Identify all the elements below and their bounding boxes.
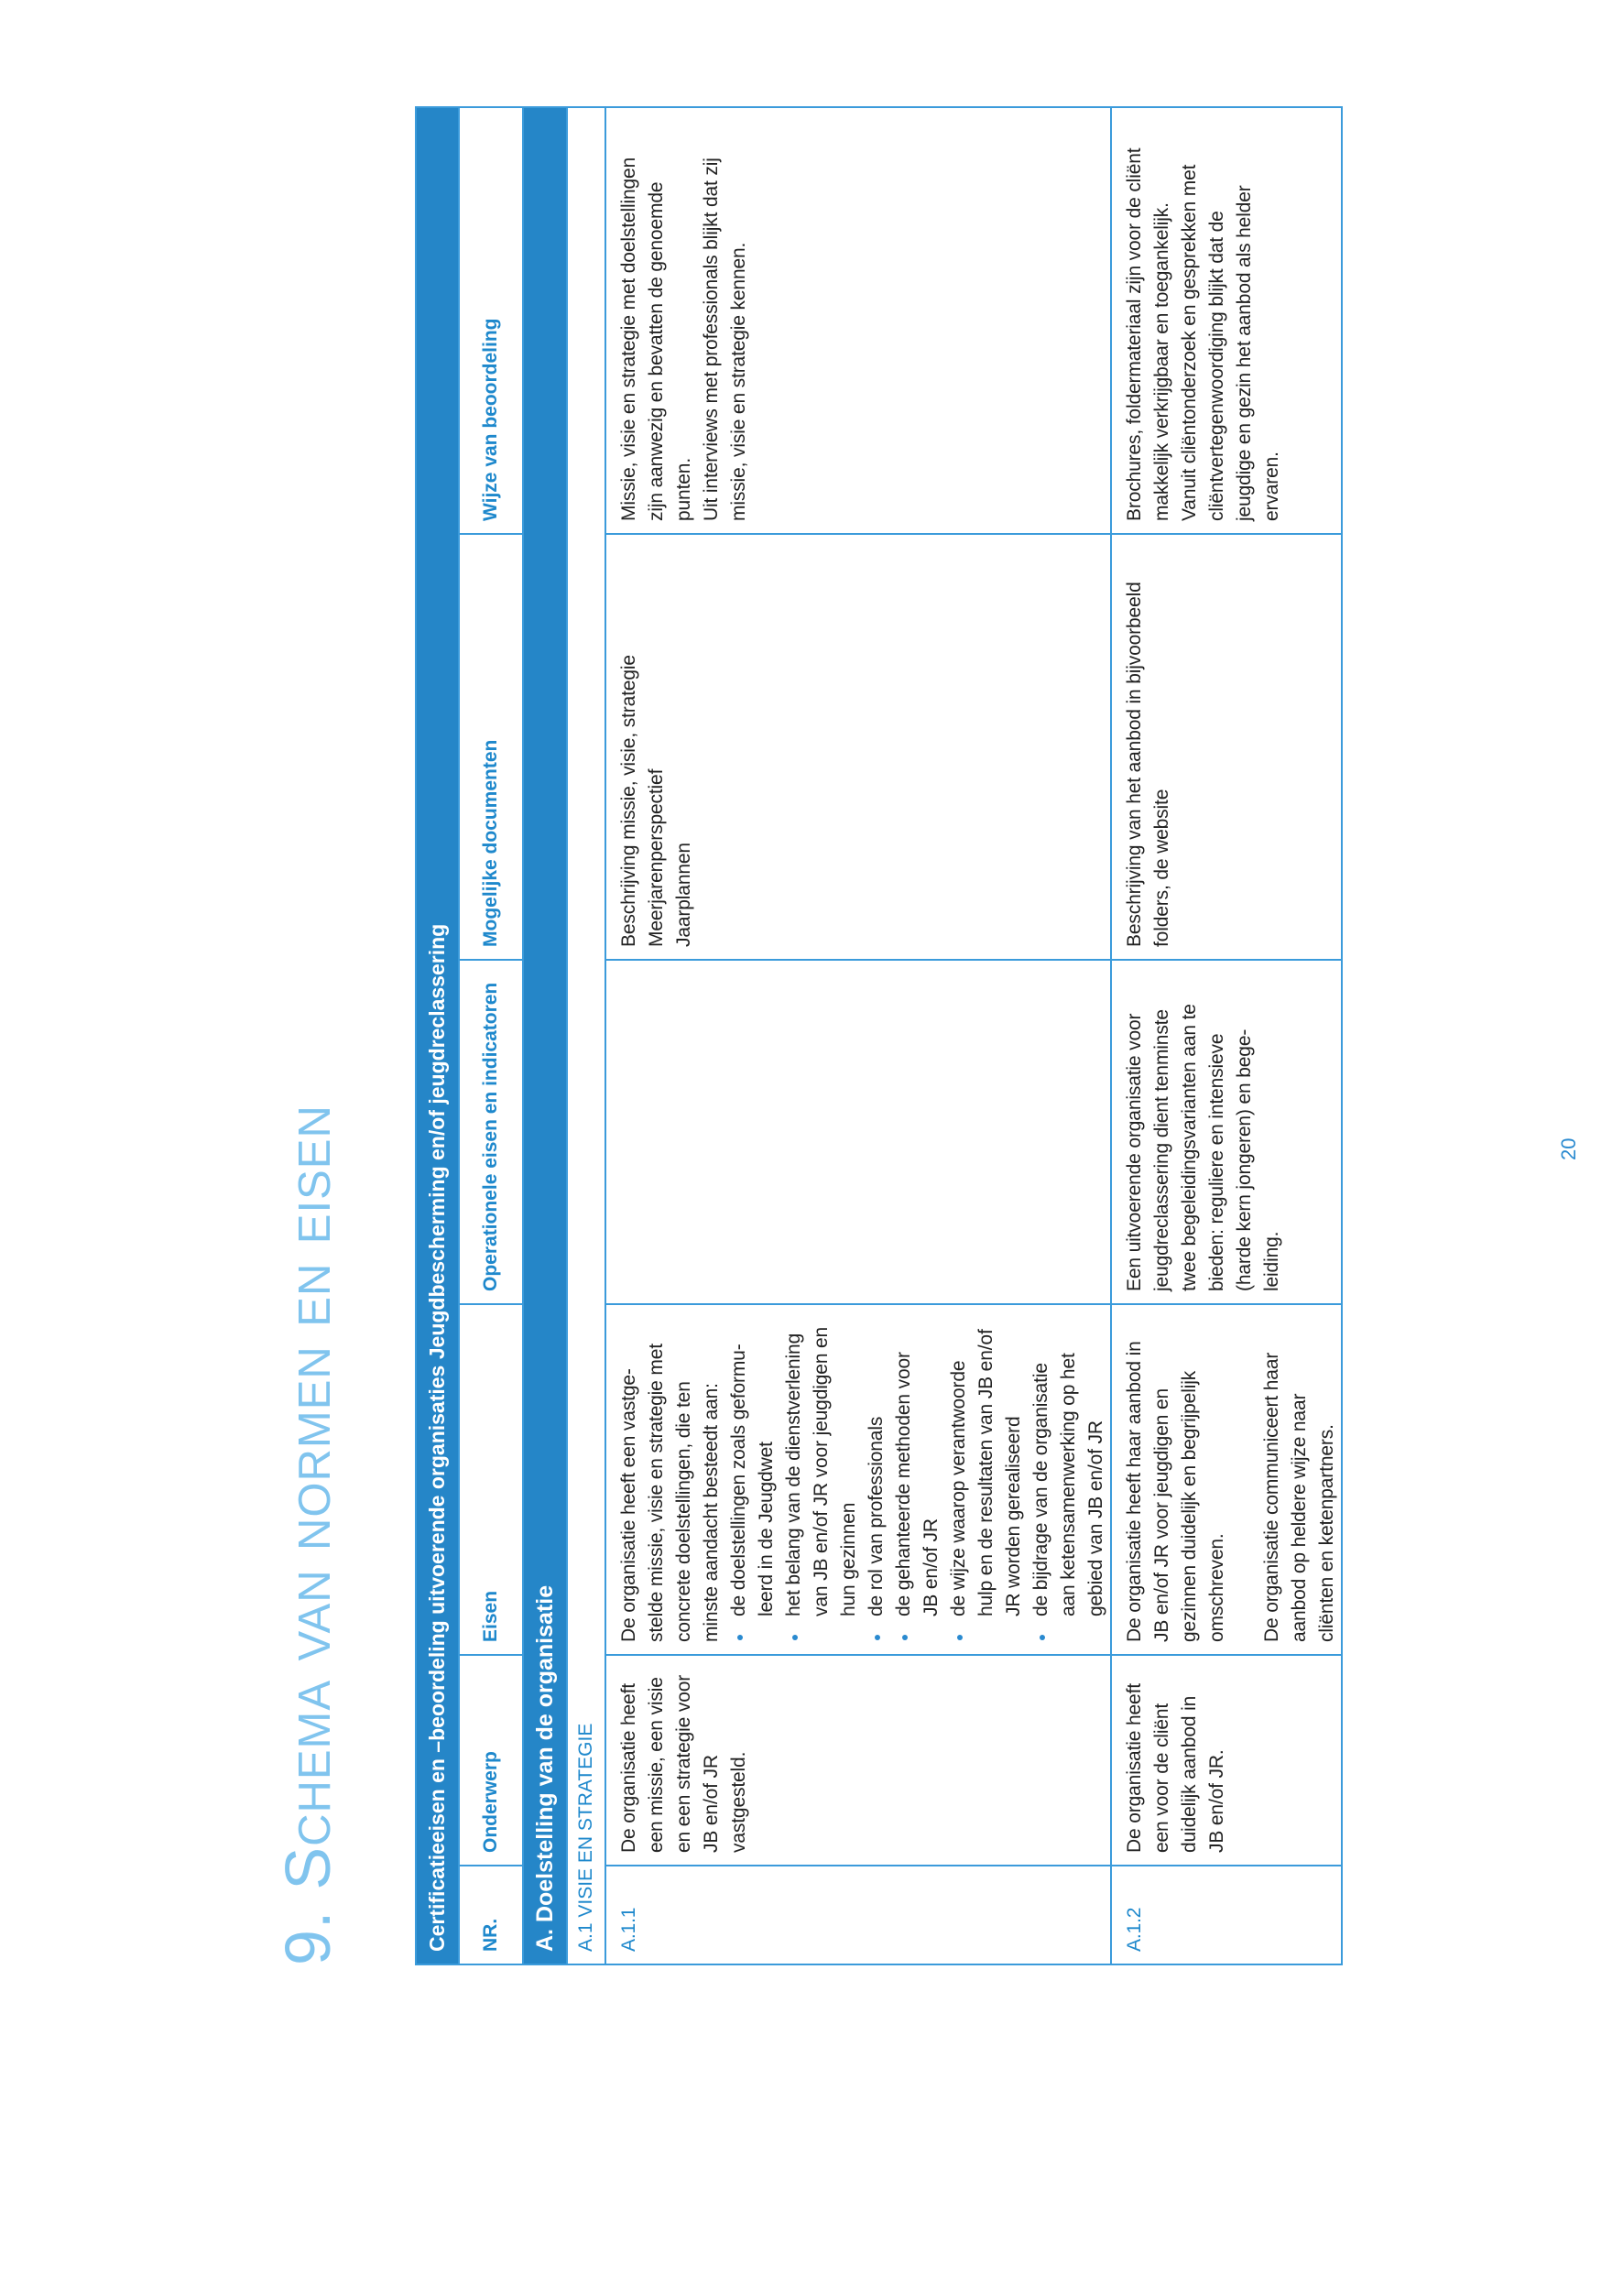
- bullet-icon: [902, 1635, 908, 1640]
- text-line: de wijze waarop verantwoorde: [948, 1360, 969, 1616]
- bullet-item: [863, 1311, 890, 1642]
- table-caption-row: [416, 107, 459, 1964]
- paragraph-gap: [1231, 1311, 1258, 1642]
- bullet-icon: [1040, 1635, 1045, 1640]
- text-line: de bijdrage van de organisatie: [1030, 1363, 1051, 1616]
- text-line: De organisatie communiceert haar: [1261, 1352, 1282, 1642]
- text-line: JB en/of JR voor jeugdigen en: [1151, 1388, 1172, 1642]
- text-line: bieden: reguliere en intensieve: [1206, 1033, 1227, 1291]
- paragraph: [615, 1311, 725, 1642]
- header-wijze-van-beoordeling: Wijze van beoordeling: [459, 107, 523, 534]
- text-line: concrete doelstellingen, die ten: [673, 1381, 694, 1642]
- text-line: duidelijk aanbod in: [1179, 1695, 1200, 1853]
- text-line: De organisatie heeft: [1124, 1683, 1145, 1853]
- text-line: zijn aanwezig en bevatten de genoemde: [646, 181, 667, 521]
- text-line: JR worden gerealiseerd: [1003, 1416, 1024, 1616]
- page-title: [272, 1104, 343, 1965]
- text-line: twee begeleidingsvarianten aan te: [1179, 1004, 1200, 1291]
- text-line: Jaarplannen: [673, 843, 694, 947]
- header-operationele-eisen: Operationele eisen en indicatoren: [459, 960, 523, 1304]
- text-line: aan ketensamenwerking op het: [1058, 1353, 1079, 1616]
- text-line: De organisatie heeft: [618, 1683, 639, 1853]
- paragraph: [1258, 1311, 1341, 1642]
- text-line: Missie, visie en strategie met doelstellingen: [618, 157, 639, 521]
- text-line: Beschrijving van het aanbod in bijvoorbeeld: [1124, 582, 1145, 947]
- text-line: missie, visie en strategie kennen.: [728, 242, 749, 521]
- text-line: (harde kern jongeren) en bege-: [1234, 1028, 1255, 1291]
- text-line: cliënten en ketenpartners.: [1316, 1424, 1337, 1642]
- section-row: [523, 107, 567, 1964]
- text-line: JB en/of JR.: [1206, 1749, 1227, 1853]
- documenten-cell: [1111, 534, 1342, 960]
- text-line: hun gezinnen: [838, 1502, 859, 1616]
- text-line: omschreven.: [1206, 1533, 1227, 1642]
- text-line: Vanuit cliëntonderzoek en gesprekken met: [1179, 164, 1200, 521]
- subsection-heading: A.1 VISIE EN STRATEGIE: [567, 107, 605, 1964]
- text-line: jeugdreclassering dient tenminste: [1151, 1009, 1172, 1291]
- text-line: aanbod op heldere wijze naar: [1289, 1393, 1310, 1642]
- text-line: Meerjarenperspectief: [646, 768, 667, 947]
- text-line: jeugdige en gezin het aanbod als helder: [1234, 185, 1255, 521]
- bullet-icon: [792, 1635, 798, 1640]
- row-number: A.1.2: [1111, 1866, 1342, 1964]
- text-line: Beschrijving missie, visie, strategie: [618, 655, 639, 947]
- beoordeling-cell: [605, 107, 1111, 534]
- text-line: makkelijk verkrijgbaar en toegankelijk.: [1151, 202, 1172, 521]
- bullet-item: [945, 1311, 1028, 1642]
- operationeel-cell: [605, 960, 1111, 1304]
- eisen-cell: [605, 1304, 1111, 1655]
- text-line: punten.: [673, 457, 694, 521]
- paragraph: [1121, 1311, 1231, 1642]
- header-eisen: Eisen: [459, 1304, 523, 1655]
- documenten-cell: [605, 534, 1111, 960]
- text-line: folders, de website: [1151, 789, 1172, 947]
- bullet-item: [890, 1311, 945, 1642]
- text-line: de doelstellingen zoals geformu-: [728, 1344, 749, 1616]
- text-line: de rol van professionals: [866, 1416, 887, 1616]
- header-onderwerp: Onderwerp: [459, 1655, 523, 1866]
- header-mogelijke-documenten: Mogelijke documenten: [459, 534, 523, 960]
- text-line: Uit interviews met professionals blijkt dat zij: [701, 158, 722, 521]
- bullet-icon: [957, 1635, 963, 1640]
- text-line: Een uitvoerende organisatie voor: [1124, 1013, 1145, 1291]
- text-line: gezinnen duidelijk en begrijpelijk: [1179, 1370, 1200, 1642]
- text-line: een missie, een visie: [646, 1677, 667, 1853]
- text-line: van JB en/of JR voor jeugdigen en: [811, 1326, 832, 1616]
- bullet-item: [780, 1311, 863, 1642]
- text-line: het belang van de dienstverlening: [783, 1333, 804, 1616]
- text-line: hulp en de resultaten van JB en/of: [975, 1329, 997, 1616]
- section-heading: A. Doelstelling van de organisatie: [523, 107, 567, 1964]
- text-line: De organisatie heeft een vastge-: [618, 1368, 639, 1642]
- norms-table: [415, 106, 1343, 1965]
- bullet-item: [725, 1311, 780, 1642]
- subsection-row: [567, 107, 605, 1964]
- text-line: Brochures, foldermateriaal zijn voor de cliënt: [1124, 147, 1145, 521]
- text-line: stelde missie, visie en strategie met: [646, 1344, 667, 1642]
- eisen-cell: [1111, 1304, 1342, 1655]
- operationeel-cell: [1111, 960, 1342, 1304]
- title-text: Schema van normen en eisen: [272, 1104, 343, 1890]
- text-line: leerd in de Jeugdwet: [756, 1442, 777, 1616]
- bullet-icon: [875, 1635, 880, 1640]
- page-number: 20: [1557, 1137, 1580, 1160]
- bullet-item: [1028, 1311, 1110, 1642]
- header-nr: NR.: [459, 1866, 523, 1964]
- text-line: gebied van JB en/of JR: [1085, 1420, 1106, 1616]
- text-line: de gehanteerde methoden voor: [893, 1352, 914, 1616]
- text-line: JB en/of JR: [701, 1755, 722, 1853]
- beoordeling-cell: [1111, 107, 1342, 534]
- table-header-row: [459, 107, 523, 1964]
- onderwerp-cell: [605, 1655, 1111, 1866]
- text-line: een voor de cliënt: [1151, 1703, 1172, 1853]
- bullet-icon: [737, 1635, 743, 1640]
- table-caption: Certificatieeisen en –beoordeling uitvoerende organisaties Jeugdbescherming en/of jeugdreclassering: [416, 107, 459, 1964]
- row-number: A.1.1: [605, 1866, 1111, 1964]
- text-line: ervaren.: [1261, 452, 1282, 521]
- text-line: De organisatie heeft haar aanbod in: [1124, 1341, 1145, 1642]
- table-row: [1111, 107, 1342, 1964]
- text-line: JB en/of JR: [920, 1518, 942, 1616]
- onderwerp-cell: [1111, 1655, 1342, 1866]
- title-number: 9.: [272, 1910, 343, 1965]
- text-line: minste aandacht besteedt aan:: [701, 1383, 722, 1642]
- text-line: cliëntvertegenwoordiging blijkt dat de: [1206, 211, 1227, 521]
- text-line: en een strategie voor: [673, 1674, 694, 1853]
- text-line: vastgesteld.: [728, 1751, 749, 1853]
- table-row: [605, 107, 1111, 1964]
- text-line: leiding.: [1261, 1231, 1282, 1291]
